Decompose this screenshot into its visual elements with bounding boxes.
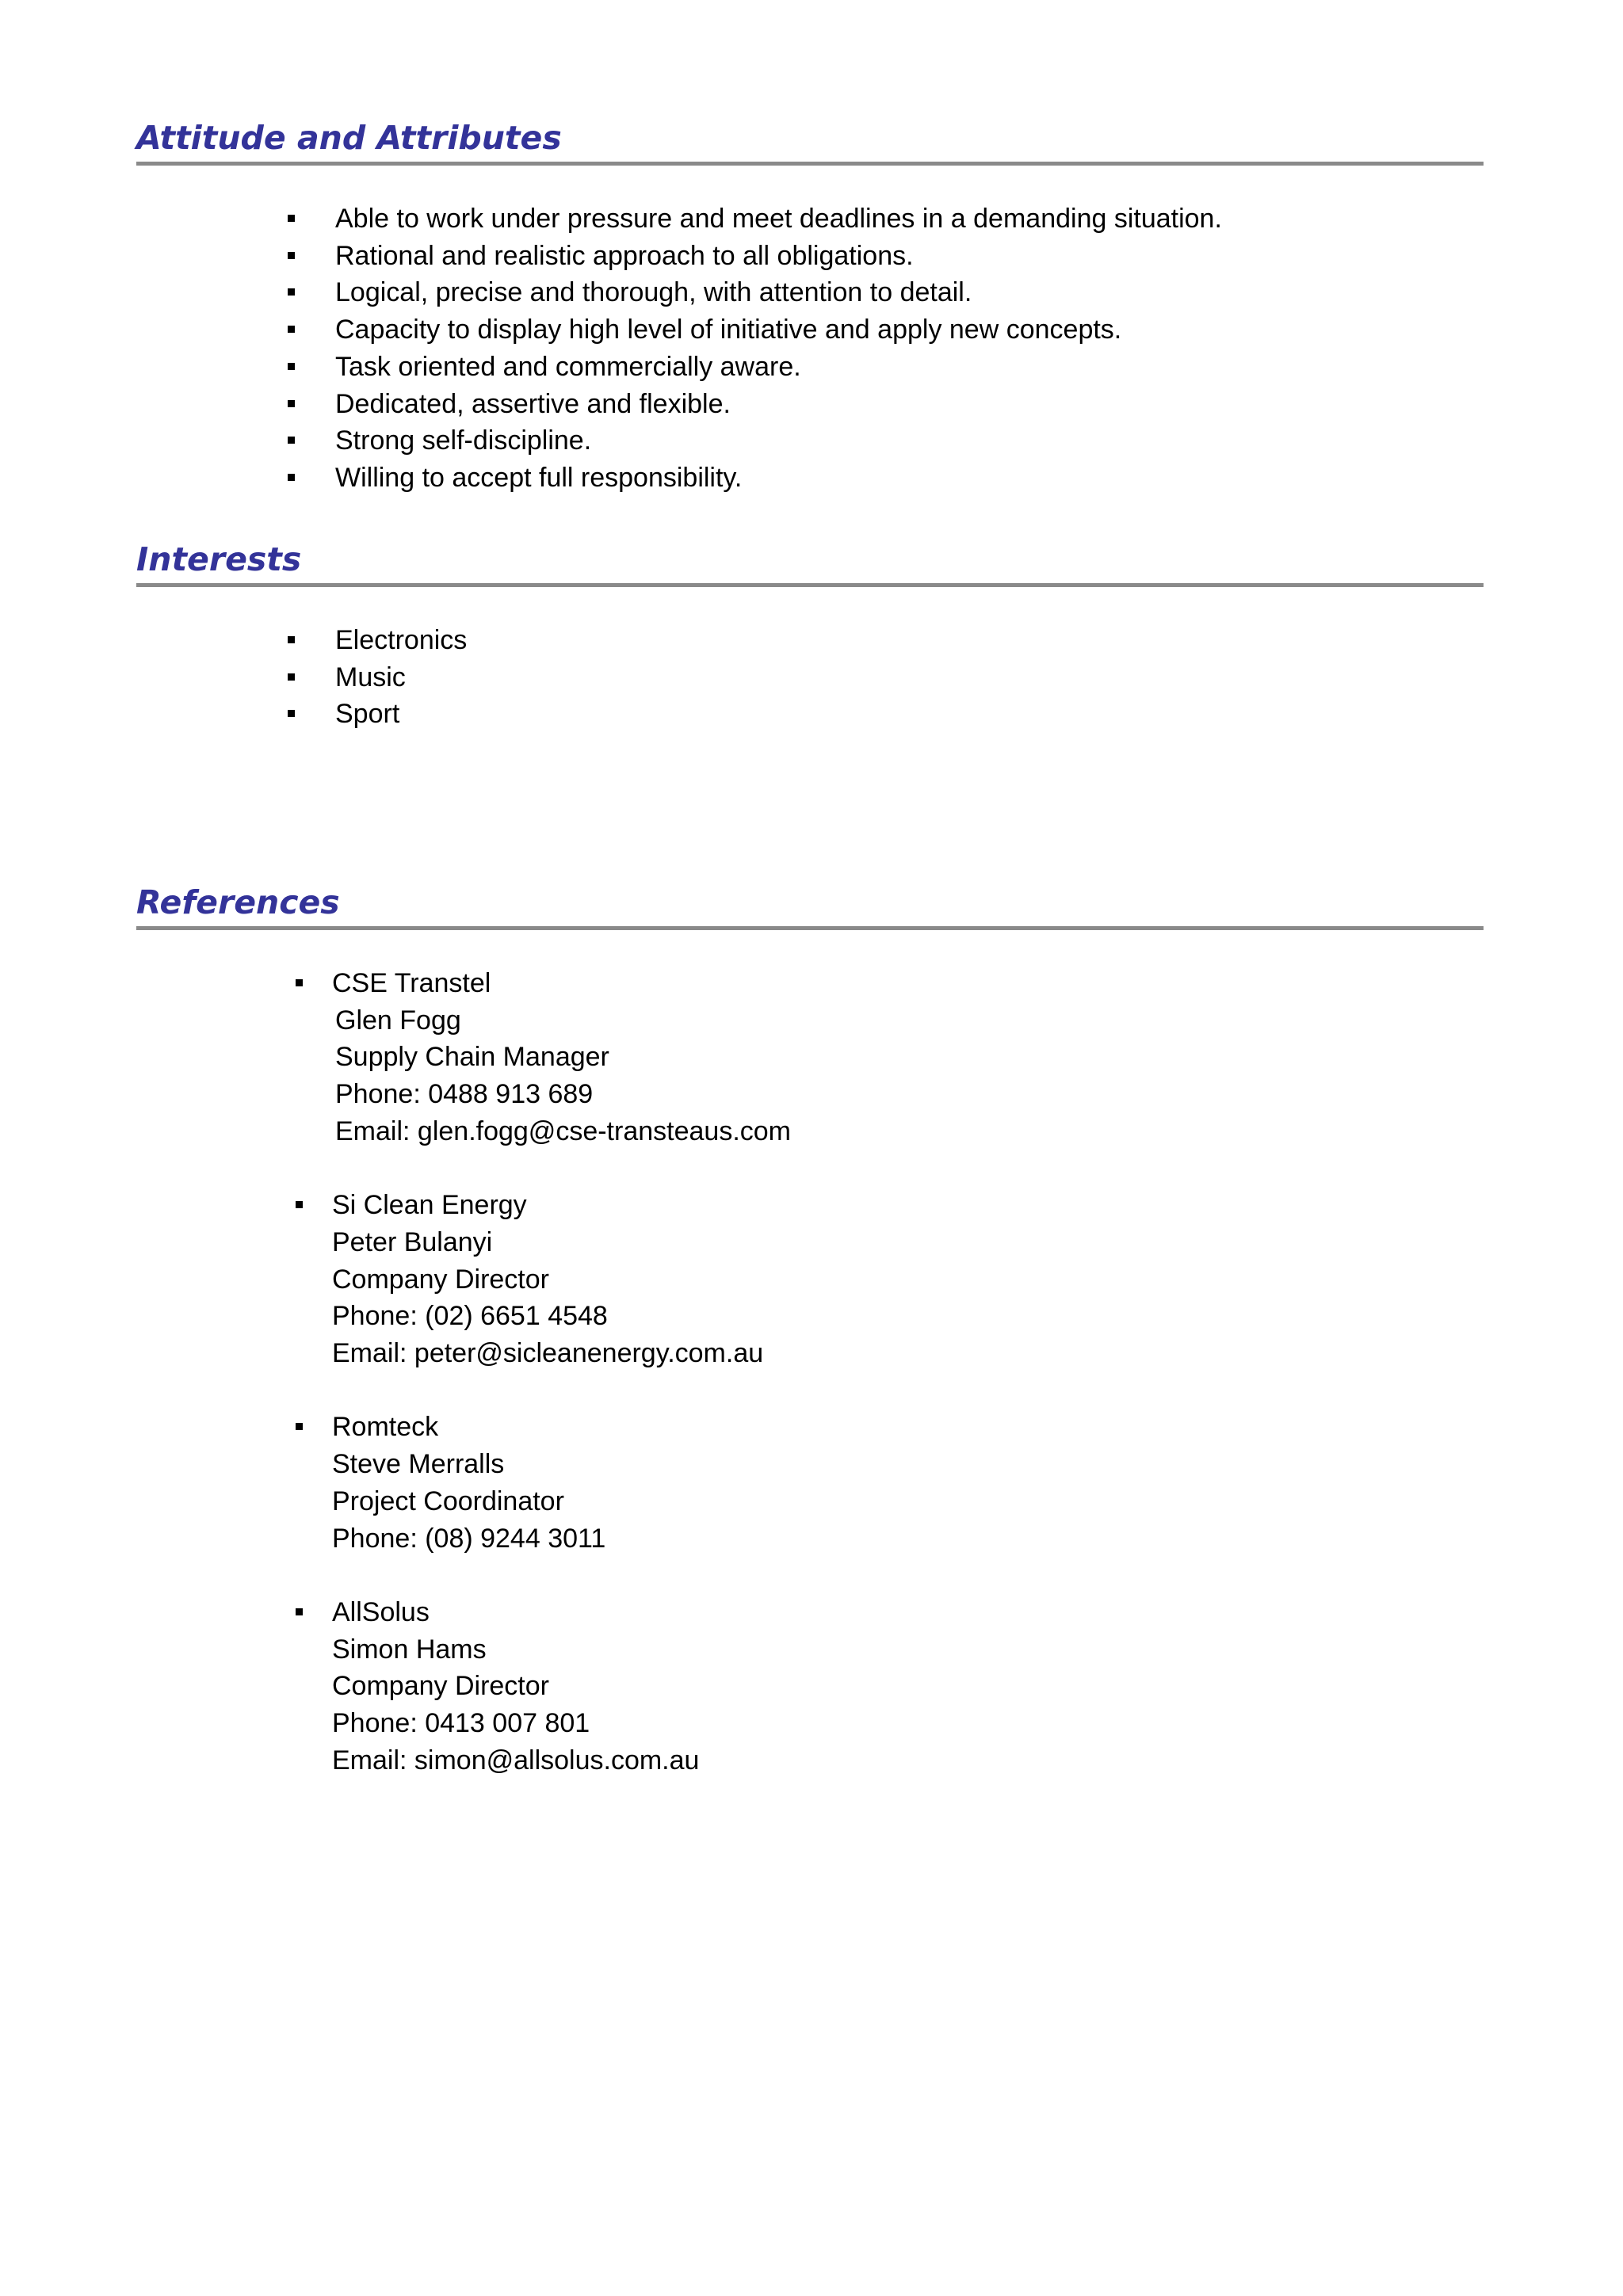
reference-email: Email: simon@allsolus.com.au xyxy=(332,1745,700,1775)
list-item: Able to work under pressure and meet deadlines in a demanding situation. xyxy=(136,200,1484,238)
bullet-icon xyxy=(288,252,295,259)
interests-section xyxy=(136,539,1484,733)
bullet-icon xyxy=(288,326,295,333)
list-item: Strong self-discipline. xyxy=(136,422,1484,460)
reference-email: Email: glen.fogg@cse-transteaus.com xyxy=(335,1116,791,1146)
list-item: Logical, precise and thorough, with attention to detail. xyxy=(136,274,1484,311)
reference-title: Company Director xyxy=(332,1671,549,1702)
list-item: Capacity to display high level of initiative and apply new concepts. xyxy=(136,311,1484,349)
references-list xyxy=(136,965,1484,1779)
section-heading-references: References xyxy=(136,883,340,921)
reference-email: Email: peter@sicleanenergy.com.au xyxy=(332,1338,764,1369)
references-section xyxy=(136,882,1484,1816)
reference-phone: Phone: (08) 9244 3011 xyxy=(332,1523,606,1554)
reference-name: Steve Merralls xyxy=(332,1449,505,1480)
attitude-list xyxy=(136,200,1484,497)
section-divider xyxy=(136,583,1484,587)
bullet-icon xyxy=(288,437,295,444)
bullet-icon xyxy=(288,673,295,681)
reference-entry xyxy=(136,1187,1484,1372)
bullet-icon xyxy=(288,474,295,481)
section-heading-attitude: Attitude and Attributes xyxy=(136,119,562,157)
bullet-icon xyxy=(288,215,295,222)
bullet-icon xyxy=(288,363,295,370)
reference-title: Company Director xyxy=(332,1264,549,1295)
bullet-icon xyxy=(288,710,295,717)
list-item: Rational and realistic approach to all obligations. xyxy=(136,238,1484,275)
bullet-icon xyxy=(296,1423,303,1430)
reference-phone: Phone: 0413 007 801 xyxy=(332,1708,590,1739)
reference-name: Glen Fogg xyxy=(335,1005,461,1035)
section-heading-interests: Interests xyxy=(136,540,302,578)
list-item: Electronics xyxy=(136,622,1484,659)
reference-entry xyxy=(136,965,1484,1150)
bullet-icon xyxy=(296,1608,303,1615)
bullet-icon xyxy=(296,979,303,986)
section-divider xyxy=(136,162,1484,166)
list-item: Dedicated, assertive and flexible. xyxy=(136,386,1484,423)
interests-list xyxy=(136,622,1484,733)
reference-name: Simon Hams xyxy=(332,1634,487,1665)
list-item: Task oriented and commercially aware. xyxy=(136,349,1484,386)
list-item: Sport xyxy=(136,696,1484,733)
reference-phone: Phone: 0488 913 689 xyxy=(335,1079,594,1110)
attitude-section xyxy=(136,117,1484,497)
reference-company: Si Clean Energy xyxy=(332,1190,527,1221)
bullet-icon xyxy=(288,636,295,643)
bullet-icon xyxy=(288,288,295,296)
list-item: Willing to accept full responsibility. xyxy=(136,460,1484,497)
reference-company: AllSolus xyxy=(332,1596,430,1627)
reference-name: Peter Bulanyi xyxy=(332,1226,493,1257)
reference-phone: Phone: (02) 6651 4548 xyxy=(332,1301,608,1332)
section-divider xyxy=(136,926,1484,930)
reference-company: Romteck xyxy=(332,1412,439,1443)
reference-title: Project Coordinator xyxy=(332,1486,564,1516)
reference-entry xyxy=(136,1594,1484,1779)
list-item: Music xyxy=(136,659,1484,696)
reference-entry xyxy=(136,1409,1484,1557)
bullet-icon xyxy=(288,400,295,407)
bullet-icon xyxy=(296,1201,303,1208)
reference-company: CSE Transtel xyxy=(332,968,491,998)
reference-title: Supply Chain Manager xyxy=(335,1042,609,1073)
